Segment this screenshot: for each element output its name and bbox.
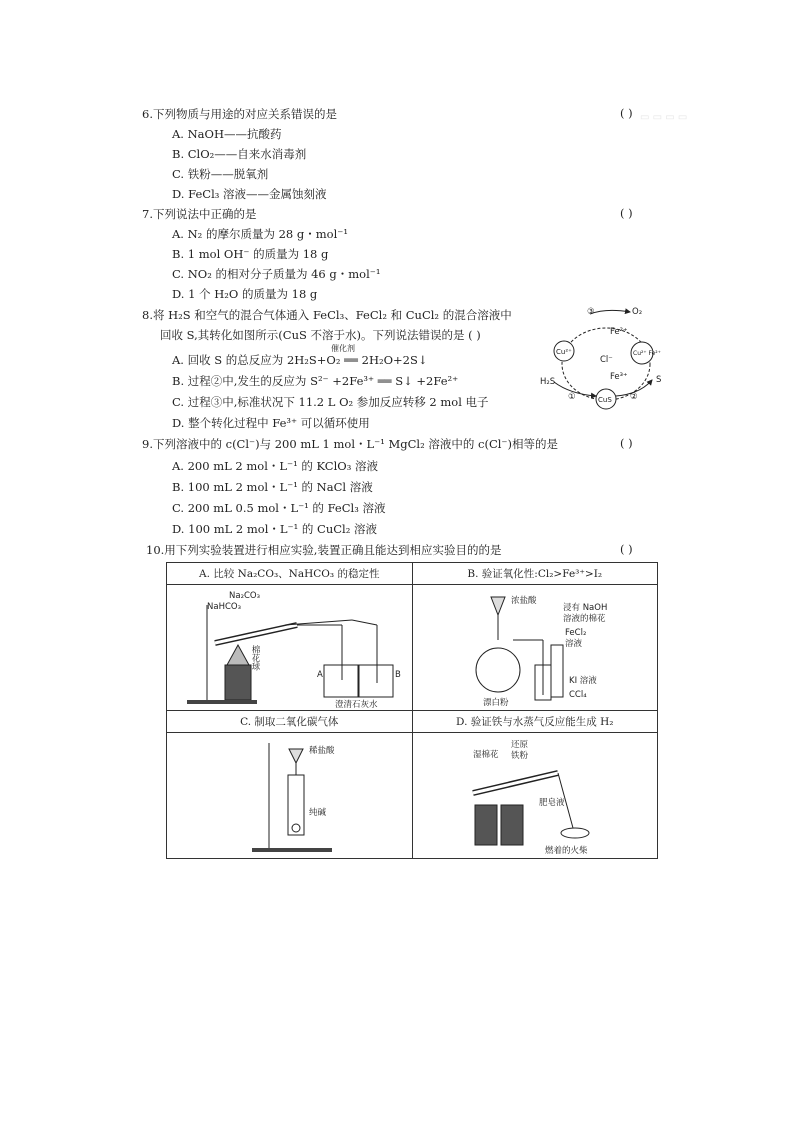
q8-stem-line2: 回收 S,其转化如图所示(CuS 不溶于水)。下列说法错误的是 ( ) xyxy=(160,328,481,342)
q8-option-b: B. 过程②中,发生的反应为 S²⁻ +2Fe³⁺ ══ S↓ +2Fe²⁺ xyxy=(172,374,459,388)
q9-answer-paren: ( ) xyxy=(620,436,633,450)
cl-label: Cl⁻ xyxy=(600,355,613,365)
label-a: A xyxy=(317,670,323,680)
cell-a xyxy=(167,563,413,711)
step3-label: ③ xyxy=(587,307,595,317)
q9-stem: 9.下列溶液中的 c(Cl⁻)与 200 mL 1 mol・L⁻¹ MgCl₂ 溶液中的 c(Cl⁻)相等的是 xyxy=(142,437,558,451)
q7-option-d: D. 1 个 H₂O 的质量为 18 g xyxy=(172,287,318,301)
soda-ash-label: 纯碱 xyxy=(309,808,327,818)
cell-b-caption: B. 验证氧化性:Cl₂>Fe³⁺>I₂ xyxy=(413,563,658,585)
nahco3-label: NaHCO₃ xyxy=(207,602,241,612)
q7-option-c: C. NO₂ 的相对分子质量为 46 g・mol⁻¹ xyxy=(172,267,381,281)
q8-stem-line1: 8.将 H₂S 和空气的混合气体通入 FeCl₃、FeCl₂ 和 CuCl₂ 的混合溶液中 xyxy=(142,308,512,322)
cus-label: CuS xyxy=(598,396,612,404)
q6-option-a: A. NaOH——抗酸药 xyxy=(172,127,282,141)
q10-stem: 10.用下列实验装置进行相应实验,装置正确且能达到相应实验目的的是 xyxy=(146,543,502,557)
q7-option-b: B. 1 mol OH⁻ 的质量为 18 g xyxy=(172,247,329,261)
apparatus-b-drawing xyxy=(413,585,658,710)
conc-hcl-label: 浓盐酸 xyxy=(510,596,537,606)
cell-c xyxy=(167,711,413,859)
cell-d-caption: D. 验证铁与水蒸气反应能生成 H₂ xyxy=(413,711,658,733)
bleach-label: 漂白粉 xyxy=(482,698,509,708)
q8-cycle-diagram xyxy=(540,304,670,414)
q7-option-a: A. N₂ 的摩尔质量为 28 g・mol⁻¹ xyxy=(172,227,348,241)
wet-cotton-label: 湿棉花 xyxy=(472,750,499,760)
q8-option-a-text: A. 回收 S 的总反应为 2H₂S+O₂ ══ 2H₂O+2S↓ xyxy=(172,353,428,367)
q9-option-d: D. 100 mL 2 mol・L⁻¹ 的 CuCl₂ 溶液 xyxy=(172,522,377,536)
fe3-label: Fe³⁺ xyxy=(610,372,628,382)
lit-match-label: 燃着的火柴 xyxy=(544,846,588,856)
cell-b xyxy=(412,563,658,711)
q6-stem: 6.下列物质与用途的对应关系错误的是 xyxy=(142,107,337,121)
fe2-top-label: Fe²⁺ xyxy=(610,327,628,337)
reduced-iron-label-2: 铁粉 xyxy=(510,751,528,761)
apparatus-d-drawing xyxy=(413,733,658,858)
o2-label: O₂ xyxy=(632,307,643,317)
q8-option-a xyxy=(172,352,427,368)
fecl2-label-2: 溶液 xyxy=(564,639,582,649)
soap-solution-label: 肥皂液 xyxy=(538,798,565,808)
cu2-label: Cu²⁺ xyxy=(556,348,572,356)
q10-answer-paren: ( ) xyxy=(620,542,633,556)
q7-stem: 7.下列说法中正确的是 xyxy=(142,207,257,221)
q9-option-a: A. 200 mL 2 mol・L⁻¹ 的 KClO₃ 溶液 xyxy=(172,459,378,473)
label-b: B xyxy=(395,670,401,680)
s-label: S xyxy=(656,375,662,385)
reduced-iron-label-1: 还原 xyxy=(510,740,528,750)
q8-option-d: D. 整个转化过程中 Fe³⁺ 可以循环使用 xyxy=(172,416,370,430)
step2-label: ② xyxy=(630,392,638,402)
q8-option-c: C. 过程③中,标准状况下 11.2 L O₂ 参加反应转移 2 mol 电子 xyxy=(172,395,489,409)
q6-option-d: D. FeCl₃ 溶液——金属蚀刻液 xyxy=(172,187,327,201)
bleed-through-text: ▭ ▭ ▭ ▭ xyxy=(640,112,688,123)
cell-d xyxy=(412,711,658,859)
h2s-label: H₂S xyxy=(540,377,556,387)
naoh-cotton-label-1: 浸有 NaOH xyxy=(562,603,607,613)
q8-catalyst-label: 催化剂 xyxy=(331,344,355,353)
cotton-ball-label: 棉花球 xyxy=(250,645,260,671)
q6-answer-paren: ( ) xyxy=(620,106,633,120)
apparatus-c-drawing xyxy=(167,733,412,858)
ccl4-label: CCl₄ xyxy=(568,690,587,700)
q9-option-b: B. 100 mL 2 mol・L⁻¹ 的 NaCl 溶液 xyxy=(172,480,373,494)
fecl2-label-1: FeCl₂ xyxy=(564,628,586,638)
q10-apparatus-table xyxy=(166,562,658,859)
limewater-label: 澄清石灰水 xyxy=(335,700,378,710)
cu2-fe2-label: Cu²⁺ Fe²⁺ xyxy=(633,350,661,357)
step1-label: ① xyxy=(568,392,576,402)
naoh-cotton-label-2: 溶液的棉花 xyxy=(562,614,606,624)
dilute-hcl-label: 稀盐酸 xyxy=(309,746,335,756)
q7-answer-paren: ( ) xyxy=(620,206,633,220)
cell-a-caption: A. 比较 Na₂CO₃、NaHCO₃ 的稳定性 xyxy=(167,563,412,585)
cell-c-caption: C. 制取二氧化碳气体 xyxy=(167,711,412,733)
q6-option-b: B. ClO₂——自来水消毒剂 xyxy=(172,147,307,161)
apparatus-a-drawing xyxy=(167,585,412,710)
na2co3-label: Na₂CO₃ xyxy=(229,591,261,601)
ki-label: KI 溶液 xyxy=(568,676,597,686)
q9-option-c: C. 200 mL 0.5 mol・L⁻¹ 的 FeCl₃ 溶液 xyxy=(172,501,386,515)
q6-option-c: C. 铁粉——脱氧剂 xyxy=(172,167,269,181)
